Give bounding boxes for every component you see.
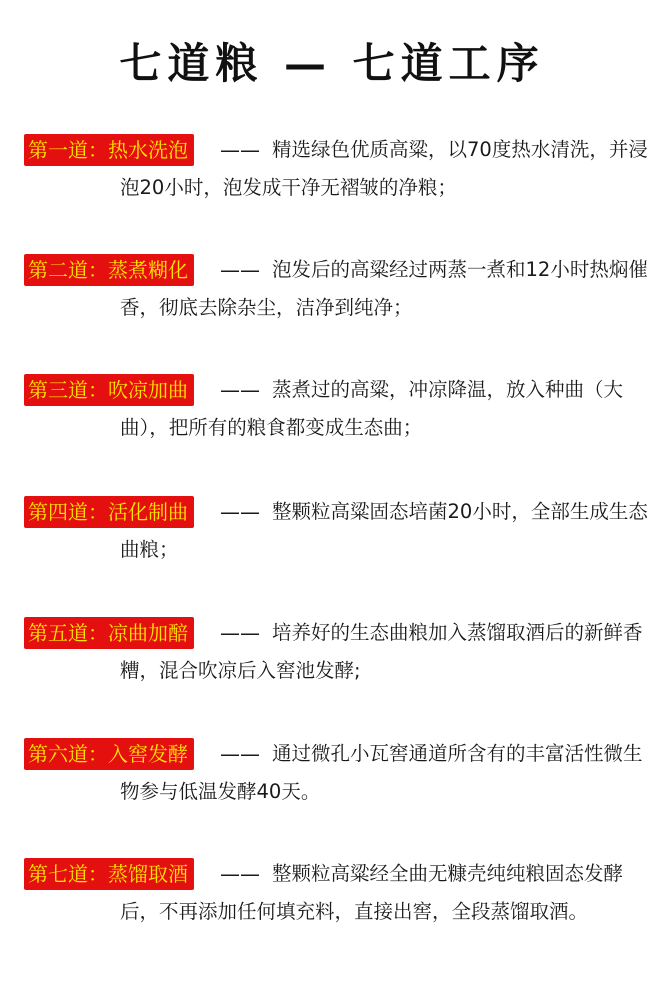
- step-dash: ——: [220, 138, 260, 162]
- step-dash: ——: [220, 500, 260, 524]
- step-label: 第六道：入窖发酵: [24, 738, 194, 770]
- step-description: 精选绿色优质高粱，以70度热水清洗，并浸泡20小时，泡发成干净无褶皱的净粮；: [120, 138, 648, 199]
- step-label: 第一道：热水洗泡: [24, 134, 194, 166]
- step-label: 第二道：蒸煮糊化: [24, 254, 194, 286]
- step-dash: ——: [220, 742, 260, 766]
- step-description: 泡发后的高粱经过两蒸一煮和12小时热焖催香，彻底去除杂尘，洁净到纯净；: [120, 258, 648, 319]
- step-label: 第四道：活化制曲: [24, 496, 194, 528]
- page-title: 七道粮 — 七道工序: [119, 39, 545, 88]
- step-label: 第三道：吹凉加曲: [24, 374, 194, 406]
- step-dash: ——: [220, 378, 260, 402]
- step-label: 第五道：凉曲加醅: [24, 617, 194, 649]
- step-description: 通过微孔小瓦窖通道所含有的丰富活性微生物参与低温发酵40天。: [120, 742, 643, 803]
- step-description: 整颗粒高粱经全曲无糠壳纯纯粮固态发酵后，不再添加任何填充料，直接出窖，全段蒸馏取酒。: [120, 862, 624, 923]
- step-description: 蒸煮过的高粱，冲凉降温，放入种曲（大曲），把所有的粮食都变成生态曲；: [120, 378, 624, 439]
- step-dash: ——: [220, 862, 260, 886]
- step-description: 整颗粒高粱固态培菌20小时，全部生成生态曲粮；: [120, 500, 648, 561]
- step-dash: ——: [220, 621, 260, 645]
- step-label: 第七道：蒸馏取酒: [24, 858, 194, 890]
- step-description: 培养好的生态曲粮加入蒸馏取酒后的新鲜香糟，混合吹凉后入窖池发酵;: [120, 621, 643, 682]
- step-dash: ——: [220, 258, 260, 282]
